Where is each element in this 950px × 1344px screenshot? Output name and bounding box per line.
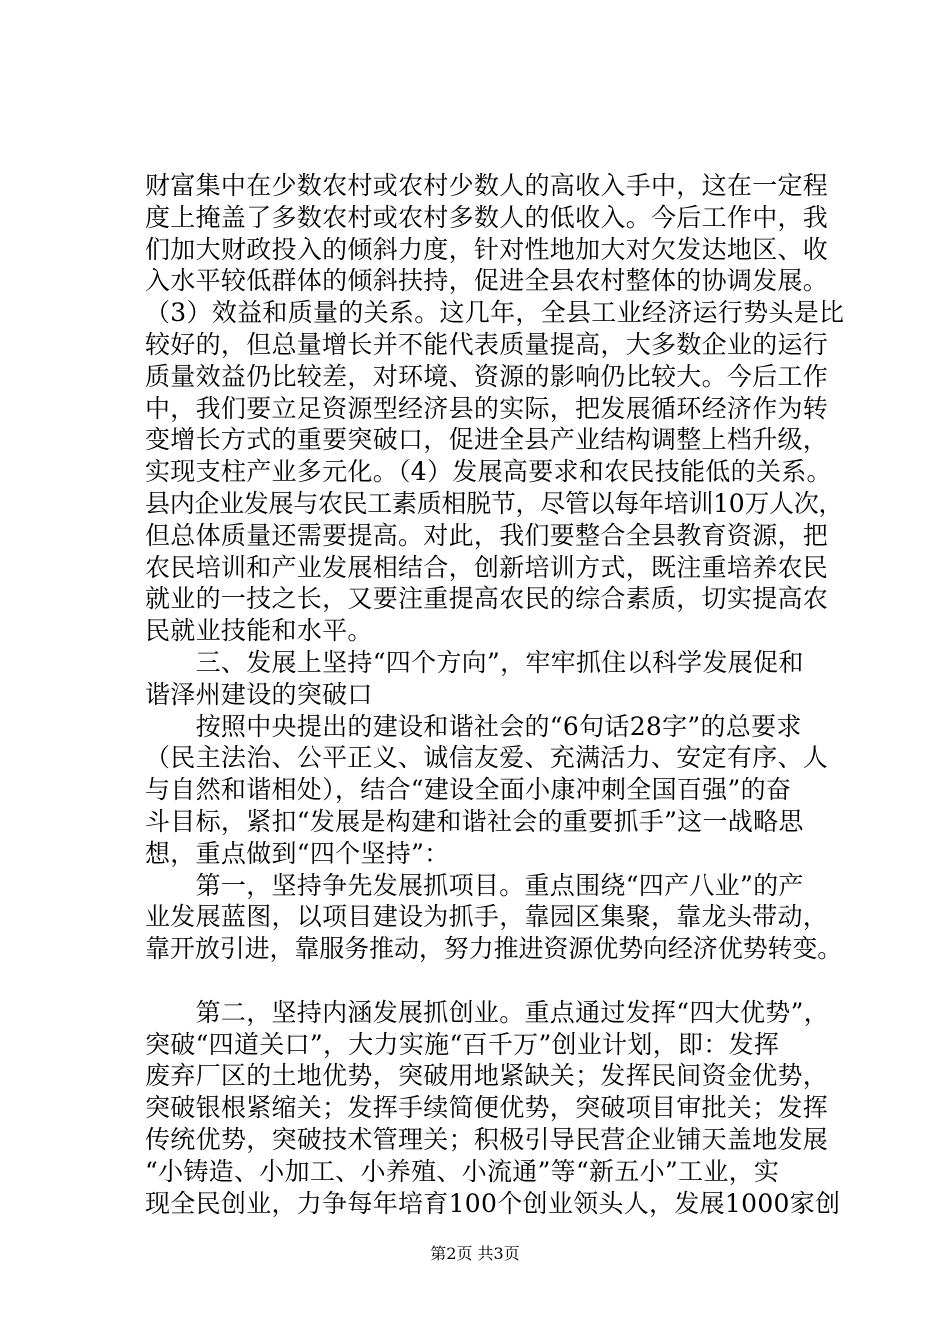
text-line: 但总体质量还需要提高。对此，我们要整合全县教育资源，把 [145, 520, 829, 550]
text-line: 突破银根紧缩关；发挥手续简便优势，突破项目审批关；发挥 [145, 1093, 829, 1123]
section-heading: 谐泽州建设的突破口 [145, 679, 373, 709]
text-line: 县内企业发展与农民工素质相脱节，尽管以每年培训10万人次， [145, 488, 844, 518]
text-line: 度上掩盖了多数农村或农村多数人的低收入。今后工作中，我 [145, 202, 829, 232]
text-line: 较好的，但总量增长并不能代表质量提高，大多数企业的运行 [145, 329, 829, 359]
text-line: 质量效益仍比较差，对环境、资源的影响仍比较大。今后工作 [145, 361, 829, 391]
section-heading: 三、发展上坚持“四个方向”，牢牢抓住以科学发展促和 [145, 647, 804, 677]
text-line: 们加大财政投入的倾斜力度，针对性地加大对欠发达地区、收 [145, 234, 829, 264]
text-line: 突破“四道关口”，大力实施“百千万”创业计划，即：发挥 [145, 1029, 780, 1059]
text-line: 想，重点做到“四个坚持”： [145, 838, 450, 868]
text-line: 中，我们要立足资源型经济县的实际，把发展循环经济作为转 [145, 393, 829, 423]
text-line: 业发展蓝图，以项目建设为抓手，靠园区集聚，靠龙头带动， [145, 902, 829, 932]
text-line: 农民培训和产业发展相结合，创新培训方式，既注重培养农民 [145, 552, 829, 582]
text-line: “小铸造、小加工、小养殖、小流通”等“新五小”工业，实 [145, 1156, 780, 1186]
text-line: 斗目标，紧扣“发展是构建和谐社会的重要抓手”这一战略思 [145, 806, 804, 836]
text-line: 第一，坚持争先发展抓项目。重点围绕“四产八业”的产 [145, 870, 804, 900]
text-line: 按照中央提出的建设和谐社会的“6句话28字”的总要求 [145, 711, 802, 741]
text-line: 与自然和谐相处），结合“建设全面小康冲刺全国百强”的奋 [145, 775, 792, 805]
text-line: 第二，坚持内涵发展抓创业。重点通过发挥“四大优势”， [145, 997, 829, 1027]
text-line: （3）效益和质量的关系。这几年，全县工业经济运行势头是比 [145, 298, 845, 328]
document-body [145, 170, 845, 1219]
text-line: 靠开放引进，靠服务推动，努力推进资源优势向经济优势转变。 [145, 934, 843, 964]
text-line: 入水平较低群体的倾斜扶持，促进全县农村整体的协调发展。 [145, 266, 829, 296]
text-line: 就业的一技之长，又要注重提高农民的综合素质，切实提高农 [145, 584, 829, 614]
text-line: 民就业技能和水平。 [145, 616, 373, 646]
page-number-footer: 第2页 共3页 [430, 1244, 520, 1263]
text-line: 传统优势，突破技术管理关；积极引导民营企业铺天盖地发展 [145, 1124, 829, 1154]
text-line: 实现支柱产业多元化。（4）发展高要求和农民技能低的关系。 [145, 457, 832, 487]
text-line: （民主法治、公平正义、诚信友爱、充满活力、安定有序、人 [145, 743, 829, 773]
text-line: 现全民创业，力争每年培育100个创业领头人，发展1000家创 [145, 1188, 841, 1218]
text-line: 财富集中在少数农村或农村少数人的高收入手中，这在一定程 [145, 171, 829, 200]
blank-line [145, 965, 845, 997]
text-line: 废弃厂区的土地优势，突破用地紧缺关；发挥民间资金优势， [145, 1061, 829, 1091]
text-line: 变增长方式的重要突破口，促进全县产业结构调整上档升级， [145, 425, 829, 455]
